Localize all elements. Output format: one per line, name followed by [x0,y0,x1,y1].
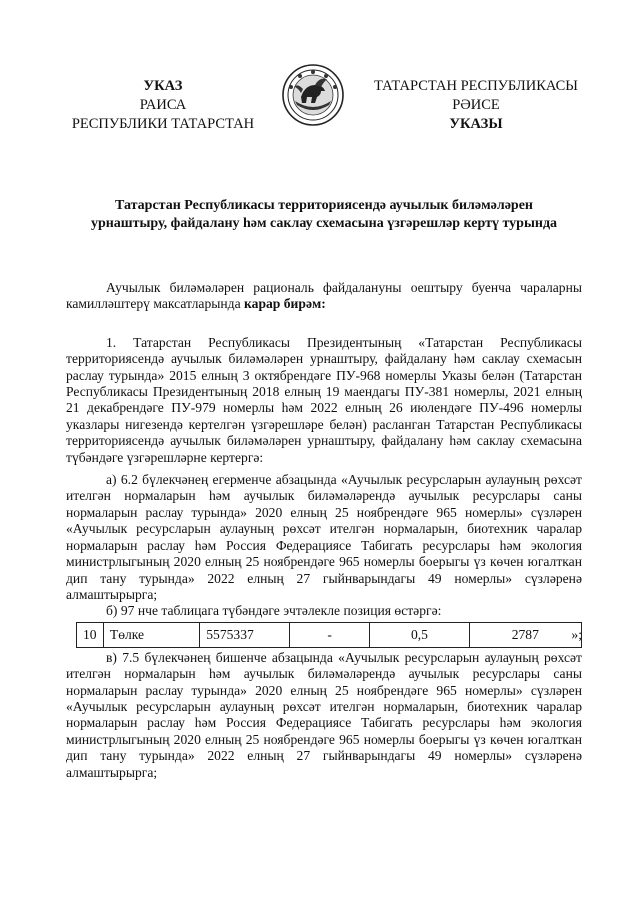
paragraph-a: а) 6.2 бүлекчәнең егерменче абзацында «Аучылык ресурсларын аулауның рөхсәт ителгән нормаларын һәм аучылык биләмәләрендә аучылык ресурслары саны нормаларын раслау турында» 2020 елның 25 ноябрендәге 965 номерлы» сүзләрен «Аучылык ресурсларын аулауның рөхсәт ителгән нормаларын, биотехник чаралар нормаларын раслау һәм Россия Федерациясе Табигать ресурслары һәм экология министрлыгының 2020 елның 25 ноябрендәге 965 номерлы боерыгы үз көчен югалткан дип тану турында» 2022 елның 27 гыйнварындагы 49 номерлы» сүзләренә алмаштырырга; [66,472,582,602]
paragraph-v: в) 7.5 бүлекчәнең бишенче абзацында «Аучылык ресурсларын аулауның рөхсәт ителгән нормаларын һәм аучылык биләмәләрендә аучылык ресурслары саны нормаларын раслау турында» 2020 елның 25 ноябрендәге 965 номерлы» сүзләрен «Аучылык ресурсларын аулауның рөхсәт ителгән нормаларын, биотехник чаралар нормаларын раслау һәм Россия Федерациясе Табигать ресурслары һәм экология министрлыгының 2020 елның 25 ноябрендәге 965 номерлы боерыгы үз көчен югалткан дип тану турында» 2022 елның 27 гыйнварындагы 49 номерлы» сүзләренә алмаштырырга; [66,649,582,780]
document-header [0,0,640,140]
cell-area: 5575337 [200,622,290,647]
header-right-line-3: УКАЗЫ [449,116,503,132]
preamble-paragraph [66,280,582,313]
document-body [66,280,582,781]
preamble-text: Аучылык биләмәләрен рациональ файдалануны оештыру буенча чараларны камилләштерү максатларында [66,280,582,312]
header-left-line-2: РАИСА [139,97,187,113]
header-right-block [360,77,592,134]
header-left-line-1: УКАЗ [143,78,183,94]
cell-count: 2787 [469,622,581,647]
paragraph-b: б) 97 нче таблицага түбәндәге эчтәлекле позиция өстәргә: [106,603,442,619]
table-closing-quote: »; [571,626,582,642]
header-right-line-1: ТАТАРСТАН РЕСПУБЛИКАСЫ [374,78,578,94]
cell-number: 10 [77,622,104,647]
preamble-decision: карар бирәм: [244,296,326,312]
header-left-line-3: РЕСПУБЛИКИ ТАТАРСТАН [71,116,255,132]
paragraph-1: 1. Татарстан Республикасы Президентының «Татарстан Республикасы территориясендә аучылык биләмәләрен урнаштыру, файдалану һәм саклау схемасын раслау турында» 2015 елның 3 октябрендәге ПУ-968 номерлы Указы белән (Татарстан Республикасы Президентының 2018 елның 19 маендагы ПУ-381 номерлы, 2021 елның 21 декабрендәге ПУ-979 номерлы һәм 2022 елның 26 июлендәге ПУ-496 номерлы указлары нигезендә кертелгән үзгәрешләре белән) расланган Татарстан Республикасы территориясендә аучылык биләмәләрен урнаштыру, файдалану һәм саклау схемасына түбәндәге үзгәрешләрне кертергә: [66,334,582,465]
position-table [76,622,582,648]
header-left-block [58,77,268,134]
document-title: Татарстан Республикасы территориясендә аучылык биләмәләрен урнаштыру, файдалану һәм саклау схемасына үзгәрешләр кертү турында [90,198,558,231]
cell-dash: - [289,622,370,647]
cell-norm: 0,5 [370,622,469,647]
table-row [77,622,582,647]
header-right-line-2: РӘИСЕ [452,97,500,113]
coat-of-arms-icon [281,63,345,127]
cell-species: Төлке [103,622,199,647]
table-position-wrap [66,622,582,648]
